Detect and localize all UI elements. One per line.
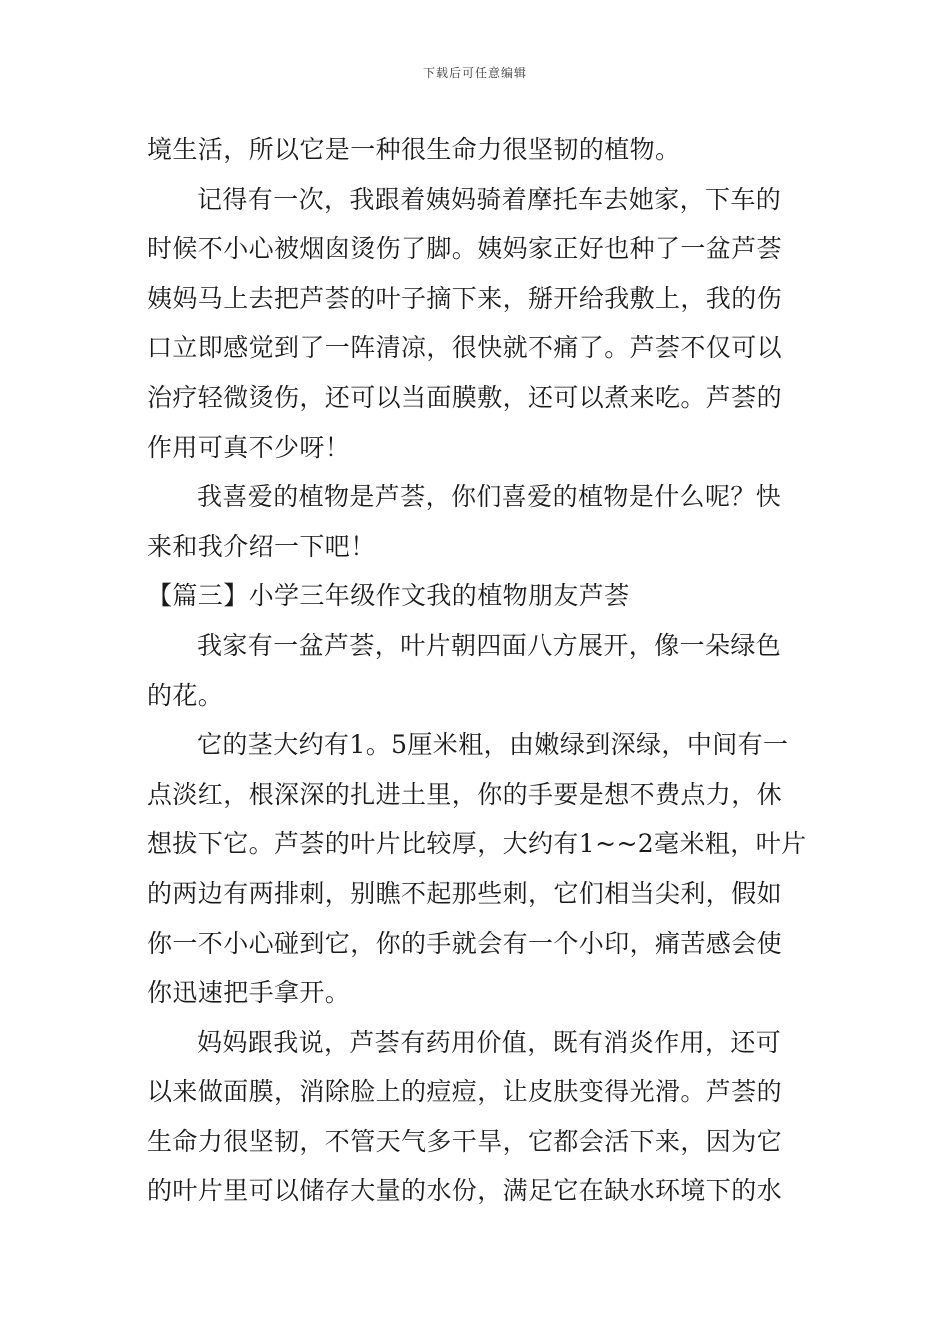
text-line: 治疗轻微烫伤，还可以当面膜敷，还可以煮来吃。芦荟的 [147,382,783,412]
text-line: 境生活，所以它是一种很生命力很坚韧的植物。 [147,135,681,164]
text-line: 记得有一次，我跟着姨妈骑着摩托车去她家，下车的 [197,184,782,214]
text-line: 点淡红，根深深的扎进土里，你的手要是想不费点力，休 [147,779,783,809]
text-line: 的花。 [147,680,224,710]
text-line: 以来做面膜，消除脸上的痘痘，让皮肤变得光滑。芦荟的 [147,1077,783,1107]
document-body [147,125,807,1216]
text-line: 它的茎大约有1。5厘米粗，由嫩绿到深绿，中间有一 [197,730,789,760]
text-line: 姨妈马上去把芦荟的叶子摘下来，掰开给我敷上，我的伤 [147,283,783,313]
section-heading: 【篇三】小学三年级作文我的植物朋友芦荟 [147,581,630,611]
text-line: 你迅速把手拿开。 [147,978,351,1008]
text-line: 的两边有两排刺，别瞧不起那些刺，它们相当尖利，假如 [147,878,783,908]
text-line: 来和我介绍一下吧！ [147,531,376,561]
text-line: 时候不小心被烟囱烫伤了脚。姨妈家正好也种了一盆芦荟 [147,234,783,264]
text-line: 作用可真不少呀！ [147,432,351,462]
text-line: 你一不小心碰到它，你的手就会有一个小印，痛苦感会使 [147,928,783,958]
text-line: 我喜爱的植物是芦荟，你们喜爱的植物是什么呢？快 [197,482,782,512]
page-header: 下载后可任意编辑 [422,66,527,80]
text-line: 我家有一盆芦荟，叶片朝四面八方展开，像一朵绿色 [197,630,782,660]
text-line: 的叶片里可以储存大量的水份，满足它在缺水环境下的水 [147,1176,783,1206]
text-line: 想拔下它。芦荟的叶片比较厚，大约有1~~2毫米粗，叶片 [147,829,807,859]
text-line: 生命力很坚韧，不管天气多干旱，它都会活下来，因为它 [147,1126,783,1156]
text-line: 口立即感觉到了一阵清凉，很快就不痛了。芦荟不仅可以 [147,333,783,363]
text-line: 妈妈跟我说，芦荟有药用价值，既有消炎作用，还可 [197,1027,782,1057]
